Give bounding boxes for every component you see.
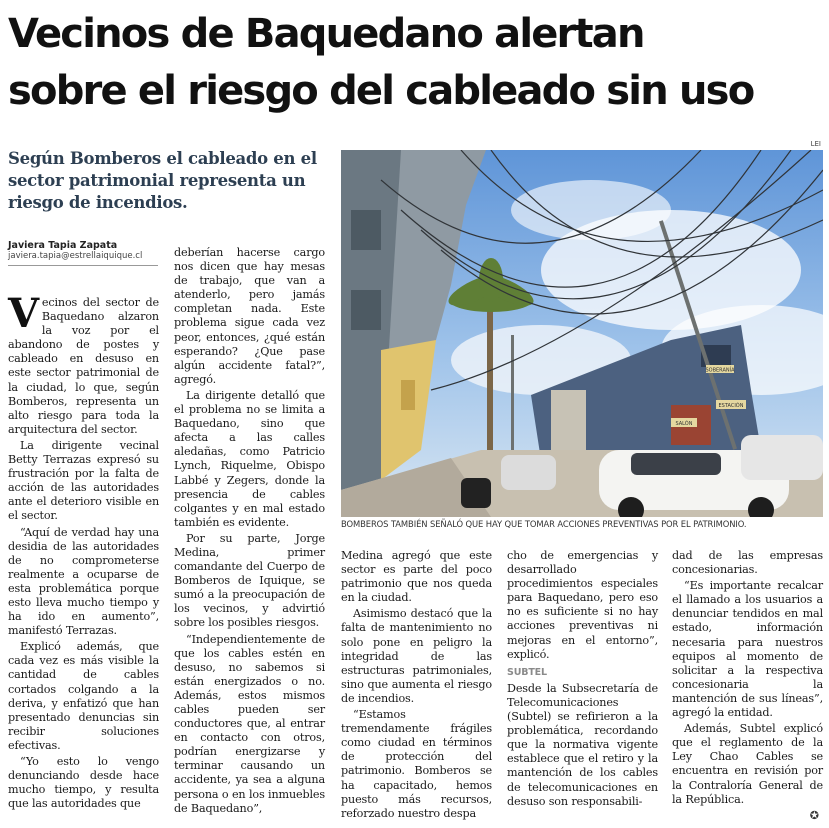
article-photo <box>341 150 823 517</box>
source-tag: LEI <box>810 140 821 148</box>
column-2 <box>174 246 325 816</box>
paragraph: Desde la Subsecretaría de Telecomunicaciones (Subtel) se refirieron a la problemática, recordando que la normativa vigente establece que el retiro y la mantención de los cables de telecomunicaciones en desuso son responsabili- <box>507 681 658 808</box>
paragraph: deberían hacerse cargo nos dicen que hay mesas de trabajo, que van a atenderlo, pero jamás completan nada. Este problema sigue cada vez peor, entonces, ¿qué están esperando? ¿Que pase algún accidente fatal?”, agregó. <box>174 246 325 386</box>
deck: Según Bomberos el cableado en el sector patrimonial representa un riesgo de incendios. <box>8 149 317 212</box>
column-3 <box>341 549 492 821</box>
paragraph: La dirigente vecinal Betty Terrazas expresó su frustración por la falta de acción de las autoridades ante el deterioro visible en el sector. <box>8 438 159 523</box>
column-5 <box>672 549 823 807</box>
end-mark-icon: ✪ <box>809 809 819 822</box>
paragraph: “Aquí de verdad hay una desidia de las autoridades de no comprometerse realmente a ocuparse de esta problemática porque esto lleva mucho tiempo y ha ido en aumento”, manifestó Terrazas. <box>8 525 159 638</box>
photo-sign: SOBERANÍA <box>705 367 735 374</box>
paragraph: dad de las empresas concesionarias. <box>672 549 823 577</box>
drop-cap: V <box>8 290 39 337</box>
paragraph: Por su parte, Jorge Medina, primer comandante del Cuerpo de Bomberos de Iquique, se sumó a la preocupación de los vecinos, y advirtió sobre los posibles riesgos. <box>174 531 325 630</box>
byline <box>8 240 158 266</box>
paragraph: Además, Subtel explicó que el reglamento de la Ley Chao Cables se encuentra en revisión por la Contraloría General de la República. <box>672 722 823 806</box>
headline-line-2: sobre el riesgo del cableado sin uso <box>8 68 754 114</box>
paragraph: cho de emergencias y desarrollado procedimientos especiales para Baquedano, pero eso no es suficiente si no hay acciones preventivas ni mejoras en el entorno”, explicó. <box>507 549 658 661</box>
headline-line-1: Vecinos de Baquedano alertan <box>8 11 644 57</box>
photo-caption: BOMBEROS TAMBIÉN SEÑALÓ QUE HAY QUE TOMAR ACCIONES PREVENTIVAS POR EL PATRIMONIO. <box>341 519 747 529</box>
paragraph: Asimismo destacó que la falta de mantenimiento no solo pone en peligro la integridad de las estructuras patrimoniales, sino que aumenta el riesgo de incendios. <box>341 607 492 705</box>
paragraph: “Es importante recalcar el llamado a los usuarios a denunciar tendidos en mal estado, información necesaria para nuestros equipos al momento de solicitar a la respectiva concesionaria la mantención de sus líneas”, agregó la entidad. <box>672 579 823 720</box>
section-subhead: SUBTEL <box>507 666 547 678</box>
author-email[interactable]: javiera.tapia@estrellaiquique.cl <box>8 251 143 261</box>
column-4 <box>507 549 658 809</box>
headline <box>8 6 823 120</box>
paragraph: “Estamos tremendamente frágiles como ciudad en términos de protección del patrimonio. Bomberos se ha capacitado, hemos puesto más recursos, reforzado nuestro despa <box>341 708 492 820</box>
column-1 <box>8 290 159 811</box>
paragraph: La dirigente detalló que el problema no se limita a Baquedano, sino que afecta a las calles aledañas, como Patricio Lynch, Riquelme, Obispo Labbé y Zegers, donde la presencia de cables colgantes y en mal estado también es evidente. <box>174 388 325 529</box>
paragraph: “Independientemente de que los cables estén en desuso, no sabemos si están energizados o no. Además, estos mismos cables pueden ser conductores que, al entrar en contacto con otros, podrían energizarse y terminar causando un accidente, ya sea a alguna persona o en los inmuebles de Baquedano”, <box>174 632 325 815</box>
paragraph: “Yo esto lo vengo denunciando desde hace mucho tiempo, y resulta que las autoridades que <box>8 755 159 811</box>
lead-paragraph: Vecinos del sector de Baquedano alzaron la voz por el abandono de postes y cableado en desuso en este sector patrimonial de la ciudad, lo que, según Bomberos, representa un alto riesgo para toda la arquitectura del sector. <box>8 290 159 436</box>
paragraph: Explicó además, que cada vez es más visible la cantidad de cables cortados colgando a la deriva, y enfatizó que han presentado denuncias sin recibir soluciones efectivas. <box>8 640 159 752</box>
photo-sign: ESTACIÓN <box>718 403 744 409</box>
paragraph: Medina agregó que este sector es parte del poco patrimonio que nos queda en la ciudad. <box>341 549 492 605</box>
photo-sign: SALÓN <box>675 421 693 427</box>
author-name: Javiera Tapia Zapata <box>8 240 118 251</box>
